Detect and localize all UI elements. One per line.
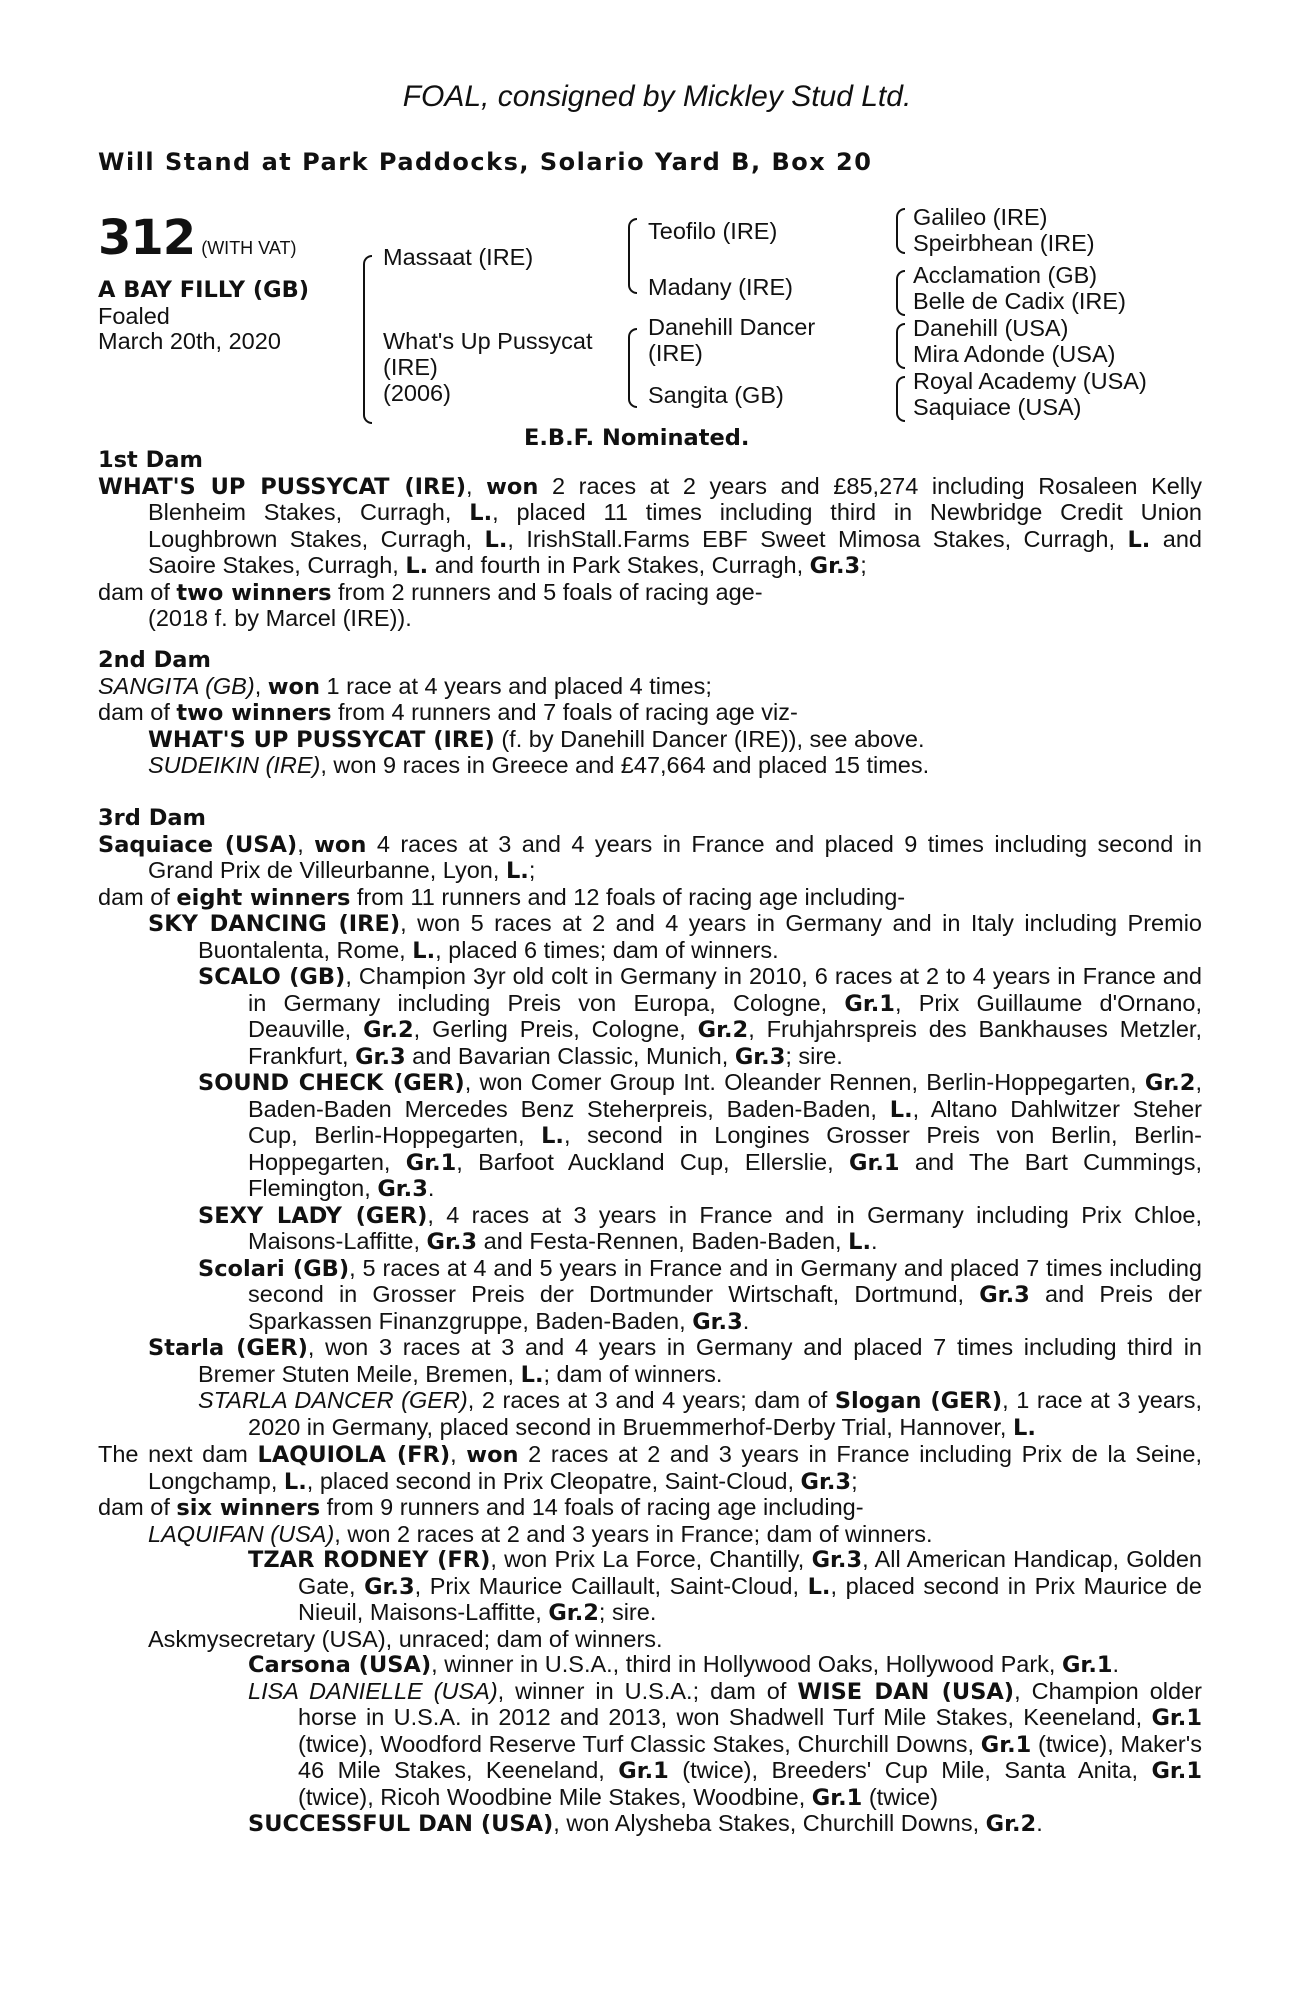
dam-dam-sire: Royal Academy (USA) xyxy=(913,368,1147,394)
produce-entry: SEXY LADY (GER), 4 races at 3 years in France and in Germany including Prix Chloe, Maisons-Laffitte, Gr.3 and Festa-Rennen, Baden-Baden, L.. xyxy=(198,1201,1202,1255)
pedigree-brace xyxy=(628,218,637,294)
next-dam-section xyxy=(98,1442,1202,1838)
dam-line-3: (2006) xyxy=(383,380,451,406)
produce-summary: dam of six winners from 9 runners and 14 foals of racing age including- xyxy=(98,1494,864,1521)
produce-entry: SCALO (GB), Champion 3yr old colt in Germany in 2010, 6 races at 2 to 4 years in France and in Germany including Preis von Europa, Cologne, Gr.1, Prix Guillaume d'Ornano, Deauville, Gr.2, Gerling Preis, Cologne, Gr.2, Fruhjahrspreis des Bankhauses Metzler, Frankfurt, Gr.3 and Bavarian Classic, Munich, Gr.3; sire. xyxy=(198,963,1203,1070)
pedigree-brace xyxy=(363,255,372,424)
foaled-label: Foaled xyxy=(98,302,170,329)
dam-dam: Sangita (GB) xyxy=(648,382,784,408)
dam-dam-dam: Saquiace (USA) xyxy=(913,394,1082,420)
pedigree-brace xyxy=(896,270,905,316)
lot-number: 312 xyxy=(98,210,196,266)
dam-record: The next dam LAQUIOLA (FR), won 2 races at 2 and 3 years in France including Prix de la Seine, Longchamp, L., placed second in Prix Cleopatre, Saint-Cloud, Gr.3; xyxy=(98,1441,1203,1495)
sire-sire-dam: Speirbhean (IRE) xyxy=(913,230,1095,256)
foaled-date: March 20th, 2020 xyxy=(98,328,281,354)
consignment-line: FOAL, consigned by Mickley Stud Ltd. xyxy=(402,80,912,113)
produce-entry: LISA DANIELLE (USA), winner in U.S.A.; dam of WISE DAN (USA), Champion older horse in U.S.A. in 2012 and 2013, won Shadwell Turf Mile Stakes, Keeneland, Gr.1 (twice), Woodford Reserve Turf Classic Stakes, Churchill Downs, Gr.1 (twice), Maker's 46 Mile Stakes, Keeneland, Gr.1 (twice), Breeders' Cup Mile, Santa Anita, Gr.1 (twice), Ricoh Woodbine Mile Stakes, Woodbine, Gr.1 (twice) xyxy=(248,1677,1202,1811)
dam-sire-dam: Mira Adonde (USA) xyxy=(913,341,1116,367)
produce-entry: WHAT'S UP PUSSYCAT (IRE) (f. by Danehill Dancer (IRE)), see above. xyxy=(148,725,925,753)
section-heading: 3rd Dam xyxy=(98,805,206,831)
first-dam-section xyxy=(98,448,1202,632)
section-heading: 1st Dam xyxy=(98,447,203,473)
produce-entry: TZAR RODNEY (FR), won Prix La Force, Chantilly, Gr.3, All American Handicap, Golden Gate, Gr.3, Prix Maurice Caillault, Saint-Cloud, L., placed second in Prix Maurice de Nieuil, Maisons-Laffitte, Gr.2; sire. xyxy=(248,1546,1202,1626)
dam-sire-sire: Danehill (USA) xyxy=(913,315,1069,341)
sire-dam: Madany (IRE) xyxy=(648,274,793,300)
produce-summary: dam of eight winners from 11 runners and 12 foals of racing age including- xyxy=(98,883,906,911)
dam-sire-line-1: Danehill Dancer xyxy=(648,314,816,340)
sire-dam-dam: Belle de Cadix (IRE) xyxy=(913,288,1126,314)
produce-entry: LAQUIFAN (USA), won 2 races at 2 and 3 years in France; dam of winners. xyxy=(148,1520,933,1547)
produce-summary: dam of two winners from 2 runners and 5 foals of racing age- xyxy=(98,578,763,606)
lot-title: A BAY FILLY (GB) xyxy=(98,277,310,303)
pedigree-brace xyxy=(896,376,905,422)
ebf-nominated: E.B.F. Nominated. xyxy=(524,425,750,451)
sire-sire-sire: Galileo (IRE) xyxy=(913,204,1048,230)
dam-record: SANGITA (GB), won 1 race at 4 years and placed 4 times; xyxy=(98,672,712,700)
sire-dam-sire: Acclamation (GB) xyxy=(913,262,1098,288)
produce-entry: Carsona (USA), winner in U.S.A., third in Hollywood Oaks, Hollywood Park, Gr.1. xyxy=(248,1651,1120,1678)
dam-record: WHAT'S UP PUSSYCAT (IRE), won 2 races at 2 years and £85,274 including Rosaleen Kelly Blenheim Stakes, Curragh, L., placed 11 times including third in Newbridge Credit Union Loughbrown Stakes, Curragh, L., IrishStall.Farms EBF Sweet Mimosa Stakes, Curragh, L. and Saoire Stakes, Curragh, L. and fourth in Park Stakes, Curragh, Gr.3; xyxy=(98,472,1203,579)
third-dam-section xyxy=(98,806,1202,1441)
lot-vat: (WITH VAT) xyxy=(201,238,297,258)
pedigree-brace xyxy=(896,323,905,369)
stand-location: Will Stand at Park Paddocks, Solario Yard B, Box 20 xyxy=(98,148,873,176)
pedigree-brace xyxy=(628,328,637,408)
section-heading: 2nd Dam xyxy=(98,647,211,673)
dam-line-1: What's Up Pussycat xyxy=(383,328,593,354)
produce-entry: SOUND CHECK (GER), won Comer Group Int. Oleander Rennen, Berlin-Hoppegarten, Gr.2, Baden-Baden Mercedes Benz Steherpreis, Baden-Baden, L., Altano Dahlwitzer Steher Cup, Berlin-Hoppegarten, L., second in Longines Grosser Preis von Berlin, Berlin-Hoppegarten, Gr.1, Barfoot Auckland Cup, Ellerslie, Gr.1 and The Bart Cummings, Flemington, Gr.3. xyxy=(198,1069,1203,1202)
second-dam-section xyxy=(98,648,1202,779)
produce-entry: STARLA DANCER (GER), 2 races at 3 and 4 years; dam of Slogan (GER), 1 race at 3 years, 2020 in Germany, placed second in Bruemmerhof-Derby Trial, Hannover, L. xyxy=(198,1387,1202,1441)
pedigree-brace xyxy=(896,208,905,254)
produce-entry: SUCCESSFUL DAN (USA), won Alysheba Stakes, Churchill Downs, Gr.2. xyxy=(248,1810,1043,1837)
produce-entry: (2018 f. by Marcel (IRE)). xyxy=(148,605,412,631)
horse-name: WHAT'S UP PUSSYCAT (IRE) xyxy=(98,473,466,500)
produce-entry: SUDEIKIN (IRE), won 9 races in Greece and £47,664 and placed 15 times. xyxy=(148,752,930,778)
sire: Massaat (IRE) xyxy=(383,244,534,270)
lot-info xyxy=(98,212,309,355)
produce-summary: dam of two winners from 4 runners and 7 foals of racing age viz- xyxy=(98,699,798,726)
dam-record: Saquiace (USA), won 4 races at 3 and 4 years in France and placed 9 times including second in Grand Prix de Villeurbanne, Lyon, L.; xyxy=(98,830,1202,884)
horse-name: SANGITA (GB) xyxy=(98,672,255,699)
produce-entry: Askmysecretary (USA), unraced; dam of winners. xyxy=(148,1625,663,1652)
produce-entry: Starla (GER), won 3 races at 3 and 4 years in Germany and placed 7 times including third in Bremer Stuten Meile, Bremen, L.; dam of winners. xyxy=(148,1334,1202,1388)
produce-entry: SKY DANCING (IRE), won 5 races at 2 and 4 years in Germany and in Italy including Premio Buontalenta, Rome, L., placed 6 times; dam of winners. xyxy=(148,910,1202,964)
sire-sire: Teofilo (IRE) xyxy=(648,218,778,244)
dam-sire-line-2: (IRE) xyxy=(648,340,703,366)
dam-line-2: (IRE) xyxy=(383,354,438,380)
produce-entry: Scolari (GB), 5 races at 4 and 5 years in France and in Germany and placed 7 times including second in Grosser Preis der Dortmunder Wirtschaft, Dortmund, Gr.3 and Preis der Sparkassen Finanzgruppe, Baden-Baden, Gr.3. xyxy=(198,1254,1202,1335)
